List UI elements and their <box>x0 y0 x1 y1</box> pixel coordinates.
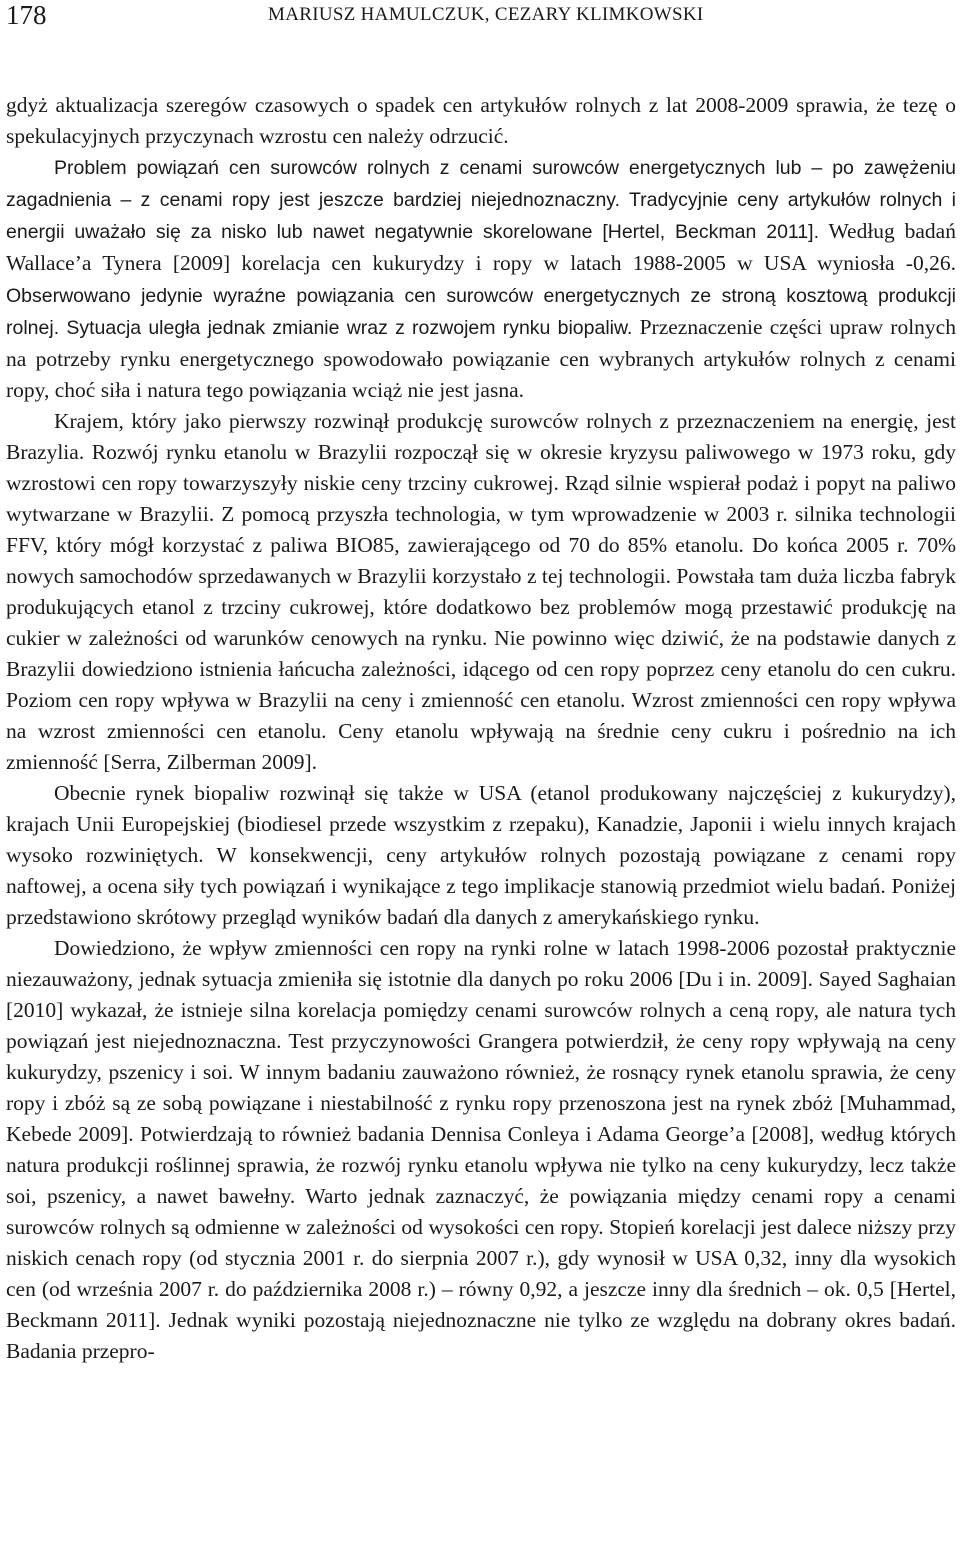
running-head: MARIUSZ HAMULCZUK, CEZARY KLIMKOWSKI <box>268 4 704 25</box>
text-run: gdyż aktualizacja szeregów czasowych o spadek cen artykułów rolnych z lat 2008-2009 sprawia, że tezę o spekulacyjnych przyczynach wzrostu cen należy odrzucić. <box>6 93 956 148</box>
text-run: Krajem, który jako pierwszy rozwinął produkcję surowców rolnych z przeznaczeniem na energię, jest Brazylia. Rozwój rynku etanolu w Brazylii rozpoczął się w okresie kryzysu paliwowego w 1973 roku, gdy wzrostowi cen ropy towarzyszyły niskie ceny trzciny cukrowej. Rząd silnie wspierał podaż i popyt na paliwo wytwarzane w Brazylii. Z pomocą przyszła technologia, w tym wprowadzenie w 2003 r. silnika technologii FFV, który mógł korzystać z paliwa BIO85, zawierającego od 70 do 85% etanolu. Do końca 2005 r. 70% nowych samochodów sprzedawanych w Brazylii korzystało z tej technologii. Powstała tam duża liczba fabryk produkujących etanol z trzciny cukrowej, które dodatkowo bez problemów mogą przestawić produkcję na cukier w zależności od warunków cenowych na rynku. Nie powinno więc dziwić, że na podstawie danych z Brazylii dowiedziono istnienia łańcucha zależności, idącego od cen ropy poprzez ceny etanolu do cen cukru. Poziom cen ropy wpływa w Brazylii na ceny i zmienność cen etanolu. Wzrost zmienności cen ropy wpływa na wzrost zmienności cen etanolu. Ceny etanolu wpływają na średnie ceny cukru i pośrednio na ich zmienność [Serra, Zilberman 2009]. <box>6 409 956 774</box>
paragraph <box>6 406 956 778</box>
paragraph <box>6 152 956 406</box>
text-run: Obecnie rynek biopaliw rozwinął się także w USA (etanol produkowany najczęściej z kukurydzy), krajach Unii Europejskiej (biodiesel przede wszystkim z rzepaku), Kanadzie, Japonii i wielu innych krajach wysoko rozwiniętych. W konsekwencji, ceny artykułów rolnych pozostają powiązane z cenami ropy naftowej, a ocena siły tych powiązań i wynikające z tego implikacje stanowią przedmiot wielu badań. Poniżej przedstawiono skrótowy przegląd wyników badań dla danych z amerykańskiego rynku. <box>6 781 956 929</box>
paragraph <box>6 778 956 933</box>
text-run: Dowiedziono, że wpływ zmienności cen ropy na rynki rolne w latach 1998-2006 pozostał praktycznie niezauważony, jednak sytuacja zmieniła się istotnie dla danych po roku 2006 [Du i in. 2009]. Sayed Saghaian [2010] wykazał, że istnieje silna korelacja pomiędzy cenami surowców rolnych a ceną ropy, ale natura tych powiązań jest niejednoznaczna. Test przyczynowości Grangera potwierdził, że ceny ropy wpływają na ceny kukurydzy, pszenicy i soi. W innym badaniu zauważono również, że rosnący rynek etanolu sprawia, że ceny ropy i zbóż są ze sobą powiązane i niestabilność z rynku ropy przenoszona jest na rynek zbóż [Muhammad, Kebede 2009]. Potwierdzają to również badania Dennisa Conleya i Adama George’a [2008], według których natura produkcji roślinnej sprawia, że rozwój rynku etanolu wpływa nie tylko na ceny kukurydzy, lecz także soi, pszenicy, a nawet bawełny. Warto jednak zaznaczyć, że powiązania między cenami ropy a cenami surowców rolnych są odmienne w zależności od wysokości cen ropy. Stopień korelacji jest dalece niższy przy niskich cenach ropy (od stycznia 2001 r. do sierpnia 2007 r.), gdy wynosił w USA 0,32, inny dla wysokich cen (od września 2007 r. do października 2008 r.) – równy 0,92, a jeszcze inny dla średnich – ok. 0,5 [Hertel, Beckmann 2011]. Jednak wyniki pozostają niejednoznaczne nie tylko ze względu na dobrany okres badań. Badania przepro- <box>6 936 956 1363</box>
body-text <box>6 90 956 1367</box>
text-run: Według badań Wallace’a Tynera [2009] korelacja cen kukurydzy i ropy w latach 1988-2005 w USA wyniosła -0,26. <box>6 219 956 275</box>
text-run: Problem powiązań cen surowców rolnych z cenami surowców energetycznych lub – po zawężeniu zagadnienia – z cenami ropy jest jeszcze bardziej niejednoznaczny. Tradycyjnie ceny artykułów rolnych i energii uważało się za nisko lub nawet negatywnie skorelowane [Hertel, Beckman 2011]. <box>6 157 956 243</box>
text-run: Obserwowano jedynie wyraźne powiązania cen surowców energetycznych ze stroną kosztową produkcji rolnej. Sytuacja uległa jednak zmianie wraz z rozwojem rynku biopaliw. <box>6 285 956 339</box>
page-number: 178 <box>6 0 47 30</box>
paragraph <box>6 90 956 152</box>
paragraph <box>6 933 956 1367</box>
page-header <box>6 0 956 40</box>
text-run: Przeznaczenie części upraw rolnych na potrzeby rynku energetycznego spowodowało powiązanie cen wybranych artykułów rolnych z cenami ropy, choć siła i natura tego powiązania wciąż nie jest jasna. <box>6 315 956 402</box>
